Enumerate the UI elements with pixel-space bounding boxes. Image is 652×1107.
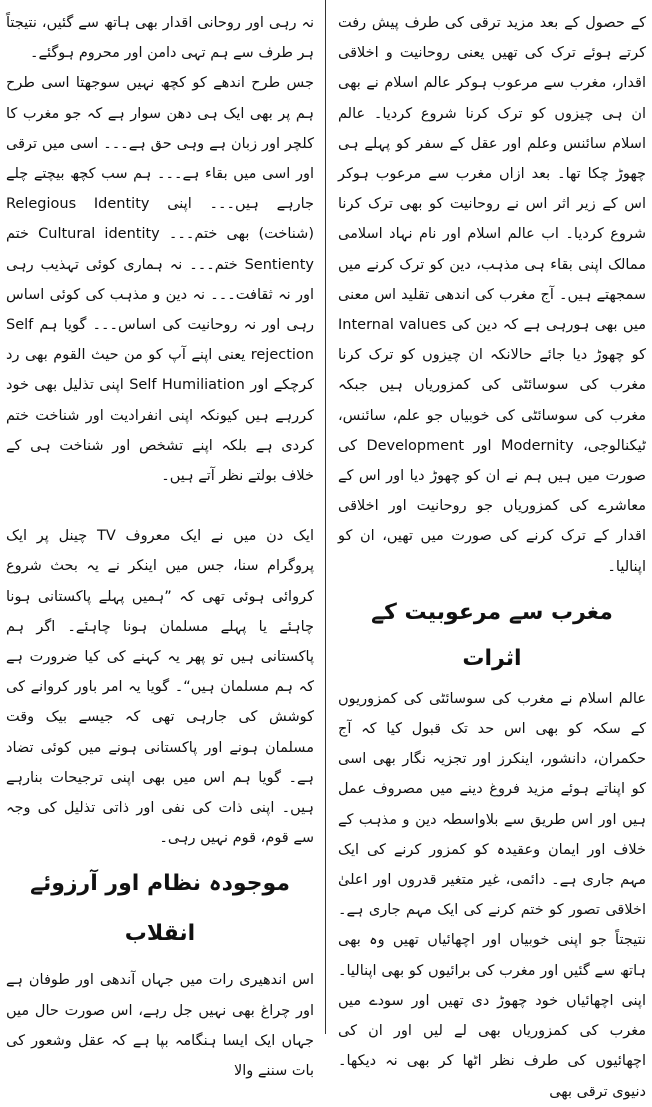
column-divider [325, 0, 326, 1034]
section-heading-revolution: موجودہ نظام اور آرزوئے انقلاب [30, 871, 290, 947]
right-paragraph-2: عالم اسلام نے مغرب کی سوسائٹی کی کمزوریوں کے سکہ کو بھی اس حد تک قبول کیا کہ آج حکمران، دانشور، اینکرز اور تجزیہ نگار بھی اسی کو اپناتے ہوئے مزید فروغ دینے میں مصروف عمل ہیں اور اس طریق سے بلاواسطہ دین و مذہب کے خلاف اور ایمان وعقیدہ کو کمزور کرنے کی ایک مہم جاری ہے۔ دائمی، غیر متغیر قدروں اور اعلیٰ اخلاقی تصور کو ختم کرنے کی ایک مہم جاری ہے۔ نتیجتاً جو اپنی خوبیاں اور اچھائیاں تھیں وہ بھی ہاتھ سے گئیں اور مغرب کی برائیوں کو بھی اپنالیا۔ اپنی اچھائیاں خود چھوڑ دی تھیں اور سودے میں مغرب کی کمزوریاں بھی لے لیں اور ان کی اچھائیوں کی طرف نظر اٹھا کر بھی نہ دیکھا۔ دنیوی ترقی بھی [338, 690, 646, 1100]
section-heading-westernization: مغرب سے مرعوبیت کے اثرات [371, 599, 613, 671]
left-paragraph-2: جس طرح اندھے کو کچھ نہیں سوجھتا اسی طرح ہم پر بھی ایک ہی دھن سوار ہے کہ جو مغرب کا کلچر اور زبان ہے وہی حق ہے۔۔۔ اسی میں ترقی اور اسی میں بقاء ہے۔۔۔ ہم سب کچھ بیچتے چلے جارہے ہیں۔۔۔ اپنی Relegious Identity (شناخت) بھی ختم۔۔۔ Cultural identity ختم Sentienty ختم۔۔۔ نہ ہماری کوئی تہذیب رہی اور نہ ثقافت۔۔۔ نہ دین و مذہب کی کوئی اساس رہی اور نہ روحانیت کی اساس۔۔۔ گویا ہم Self rejection یعنی اپنے آپ کو من حیث القوم بھی رد کرچکے اور Self Humiliation اپنی تذلیل بھی خود کررہے ہیں کیونکہ اپنی انفرادیت اور شناخت ختم کردی ہے بلکہ اپنے تشخص اور شناخت ہی کے خلاف بولتے نظر آتے ہیں۔ [6, 75, 314, 485]
left-column [6, 8, 314, 1086]
paragraph-spacer [6, 491, 314, 521]
left-paragraph-4: اس اندھیری رات میں جہاں آندھی اور طوفان ہے اور چراغ بھی نہیں جل رہے، اس صورت حال میں جہاں ایک ایسا ہنگامہ بپا ہے کہ عقل وشعور کی بات سننے والا [6, 972, 314, 1080]
right-paragraph-1: کے حصول کے بعد مزید ترقی کی طرف پیش رفت کرتے ہوئے ترک کی تھیں یعنی روحانیت و اخلاقی اقدار، مغرب سے مرعوب ہوکر عالم اسلام نے بھی ان ہی چیزوں کو ترک کرنا شروع کردیا۔ عالم اسلام سائنس وعلم اور عقل کے سفر کو پہلے ہی چھوڑ چکا تھا۔ بعد ازاں مغرب سے مرعوب ہوکر اس کے زیر اثر اس نے روحانیت کو بھی ترک کرنا شروع کردیا۔ اب عالم اسلام اور نام نہاد اسلامی ممالک اپنی بقاء ہی مذہب، دین کو ترک کرنے میں سمجھتے ہیں۔ آج مغرب کی اندھی تقلید اس معنی میں بھی ہورہی ہے کہ دین کی Internal values کو چھوڑ دیا جائے حالانکہ ان چیزوں کو ترک کرنا مغرب کی سوسائٹی کی کمزوریاں ہیں جبکہ مغرب کی سوسائٹی کی خوبیاں جو علم، سائنس، ٹیکنالوجی، Modernity اور Development کی صورت میں ہیں ہم نے ان کو چھوڑ دیا اور اس کے معاشرے کی کمزوریاں جو روحانیت اور اخلاقی اقدار کے ترک کرنے کی صورت میں تھیں، ان کو اپنالیا۔ [338, 15, 646, 575]
left-paragraph-1: نہ رہی اور روحانی اقدار بھی ہاتھ سے گئیں، نتیجتاً ہر طرف سے ہم تہی دامن اور محروم ہوگئے۔ [6, 15, 314, 62]
left-paragraph-3: ایک دن میں نے ایک معروف TV چینل پر ایک پروگرام سنا، جس میں اینکر نے یہ بحث شروع کروائی ہوئی تھی کہ ”ہمیں پہلے پاکستانی ہونا چاہئے یا پہلے مسلمان ہونا چاہئے۔ اگر ہم پاکستانی ہیں تو پھر یہ کہنے کی کیا ضرورت ہے کہ ہم مسلمان ہیں“۔ گویا یہ امر باور کروانے کی کوشش کی جارہی تھی کہ جیسے بیک وقت مسلمان ہونے اور پاکستانی ہونے میں کوئی تضاد ہے۔ گویا ہم اس میں بھی اپنی ترجیحات بنارہے ہیں۔ اپنی ذات کی نفی اور ذاتی تذلیل کی وجہ سے قوم، قوم نہیں رہی۔ [6, 528, 314, 847]
right-column [338, 8, 646, 1107]
